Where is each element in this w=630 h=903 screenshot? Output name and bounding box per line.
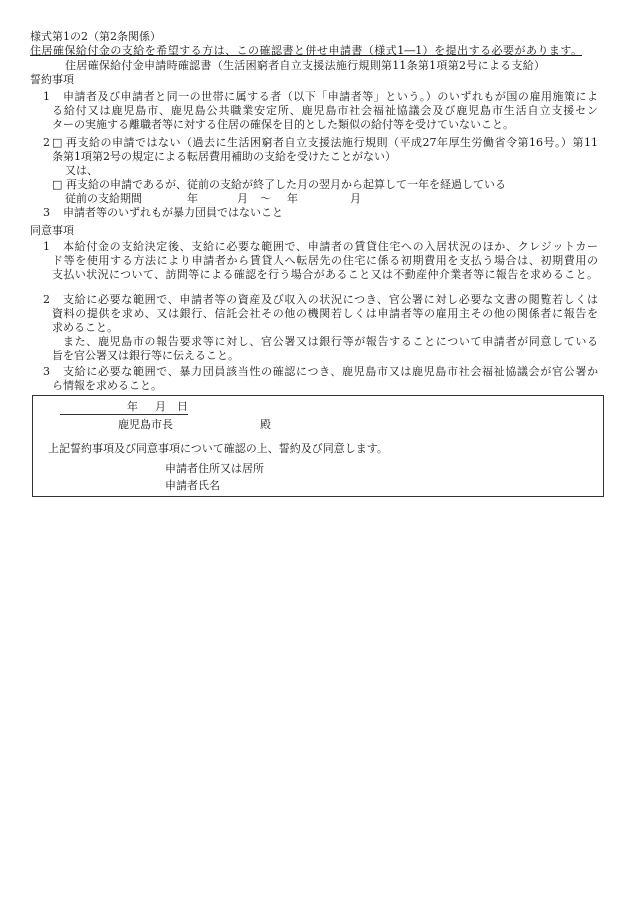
consent-heading: 同意事項 (30, 224, 74, 237)
consent-item3-number: 3 (43, 365, 50, 378)
period-end-year: 年 (287, 192, 298, 205)
consent-item1-line: 支払い状況について、訪問等による確認を行う場合があること又は不動産仲介業者等に報告を求めること。 (52, 268, 598, 281)
consent-item3-line: ら情報を求めること。 (52, 379, 162, 392)
date-day: 日 (177, 400, 188, 413)
consent-item2-also-line: 旨を官公署又は銀行等に伝えること。 (52, 349, 239, 362)
pledge-item1-line: 申請者及び申請者と同一の世帯に属する者（以下「申請者等」という。）のいずれもが国の雇用施策によ (63, 90, 598, 103)
consent-item1-number: 1 (43, 240, 50, 253)
date-line (60, 400, 188, 415)
confirmation-statement: 上記誓約事項及び同意事項について確認の上、誓約及び同意します。 (48, 442, 388, 455)
period-start-month: 月 (237, 192, 248, 205)
addressee: 鹿児島市長 (118, 418, 173, 431)
consent-item3-line: 支給に必要な範囲で、暴力団員該当性の確認につき、鹿児島市又は鹿児島市社会福祉協議会が官公署か (63, 365, 598, 378)
date-year: 年 (127, 400, 138, 413)
checkbox-reissue: □ (52, 178, 63, 191)
consent-item2-line: 求めること。 (52, 321, 118, 334)
pledge-item2-alt: 再支給の申請であるが、従前の支給が終了した月の翌月から起算して一年を経過している (66, 178, 506, 191)
pledge-item1-line: ターの実施する離職者等に対する住居の確保を目的とした類似の給付等を受けていないこと。 (52, 118, 514, 131)
pledge-item3-text: 申請者等のいずれもが暴力団員ではないこと (63, 206, 283, 219)
pledge-item2-line: 再支給の申請ではない（過去に生活困窮者自立支援法施行規則（平成27年厚生労働省令第16号。）第11 (66, 136, 598, 149)
period-separator: ～ (260, 192, 271, 205)
applicant-name-label: 申請者氏名 (165, 479, 220, 492)
form-number: 様式第1の2（第2条関係） (30, 30, 161, 43)
consent-item2-also-line: また、鹿児島市の報告要求等に対し、官公署又は銀行等が報告することについて申請者が同意している (63, 335, 598, 348)
pledge-item2-or: 又は、 (65, 164, 98, 177)
honorific: 殿 (260, 418, 271, 431)
consent-item2-number: 2 (43, 293, 50, 306)
checkbox-not-reissue: □ (52, 136, 63, 149)
previous-period-label: 従前の支給期間 (65, 192, 142, 205)
pledge-item3-number: 3 (43, 206, 50, 219)
applicant-address-label: 申請者住所又は居所 (165, 462, 264, 475)
consent-item1-line: ド等を使用する方法により申請者から賃貸人へ転居先の住宅に係る初期費用を支払う場合は、初期費用の (52, 254, 598, 267)
period-end-month: 月 (350, 192, 361, 205)
consent-item1-line: 本給付金の支給決定後、支給に必要な範囲で、申請者の賃貸住宅への入居状況のほか、クレジットカー (63, 240, 598, 253)
pledge-heading: 誓約事項 (30, 73, 74, 86)
consent-item2-line: 支給に必要な範囲で、申請者等の資産及び収入の状況につき、官公署に対し必要な文書の閲覧若しくは (63, 293, 598, 306)
notice: 住居確保給付金の支給を希望する方は、この確認書と併せ申請書（様式1―1）を提出する必要があります。 (30, 44, 582, 57)
document-title: 住居確保給付金申請時確認書（生活困窮者自立支援法施行規則第11条第1項第2号による支給） (65, 59, 545, 72)
date-month: 月 (155, 400, 166, 413)
pledge-item1-line: る給付又は鹿児島市、鹿児島公共職業安定所、鹿児島市社会福祉協議会及び鹿児島市生活自立支援セン (52, 104, 598, 117)
consent-item2-line: 資料の提供を求め、又は銀行、信託会社その他の機関若しくは申請者等の雇用主その他の関係者に報告を (52, 307, 598, 320)
period-start-year: 年 (187, 192, 198, 205)
pledge-item1-number: 1 (43, 90, 50, 103)
pledge-item2-line: 条第1項第2号の規定による転居費用補助の支給を受けたことがない） (52, 150, 396, 163)
pledge-item2-number: 2 (43, 136, 50, 149)
